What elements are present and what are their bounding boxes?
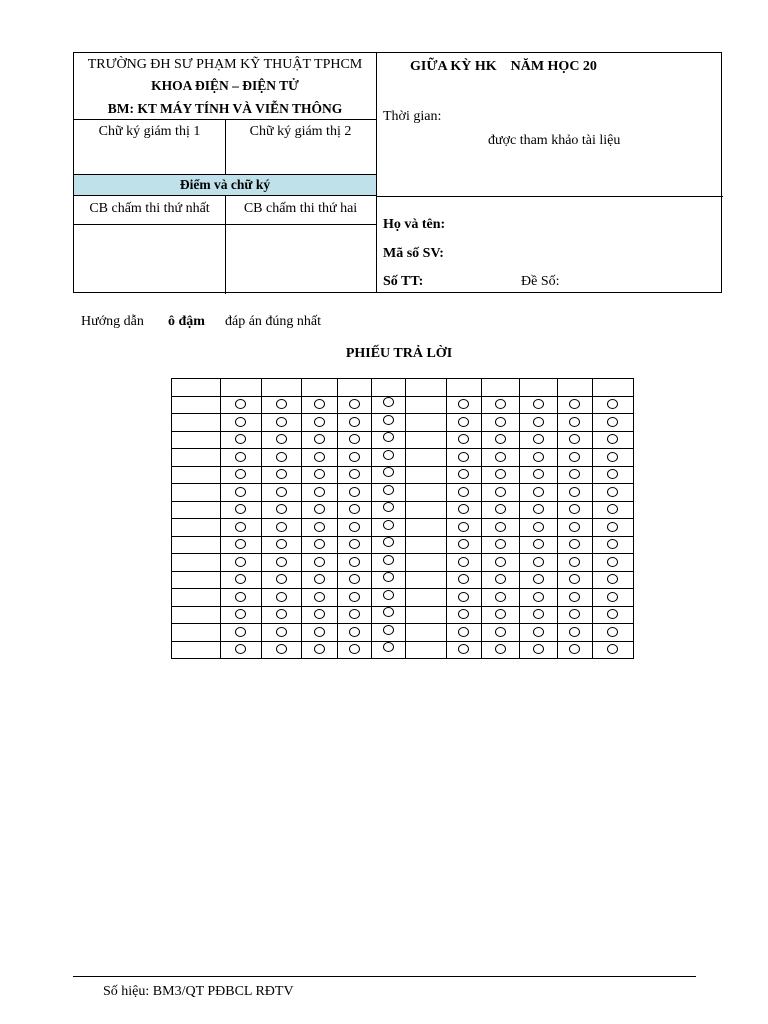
answer-bubble[interactable]: [458, 539, 469, 549]
answer-bubble[interactable]: [235, 434, 246, 444]
answer-bubble[interactable]: [533, 399, 544, 409]
answer-bubble[interactable]: [276, 452, 287, 462]
answer-bubble[interactable]: [235, 452, 246, 462]
answer-bubble[interactable]: [569, 609, 580, 619]
grid-row-line: [171, 518, 634, 519]
answer-bubble[interactable]: [349, 452, 360, 462]
grid-row-line: [171, 378, 634, 379]
seq-number-label: Số TT:: [383, 274, 424, 289]
answer-bubble[interactable]: [533, 417, 544, 427]
grid-col-line: [220, 378, 221, 659]
grid-row-line: [171, 448, 634, 449]
grid-row-line: [171, 536, 634, 537]
answer-bubble[interactable]: [569, 469, 580, 479]
answer-bubble[interactable]: [533, 469, 544, 479]
answer-bubble[interactable]: [495, 452, 506, 462]
answer-bubble[interactable]: [458, 417, 469, 427]
grid-col-line: [446, 378, 447, 659]
answer-bubble[interactable]: [349, 574, 360, 584]
exam-title-year: NĂM HỌC 20: [510, 59, 597, 74]
answer-bubble[interactable]: [569, 452, 580, 462]
answer-bubble[interactable]: [314, 574, 325, 584]
answer-bubble[interactable]: [533, 644, 544, 654]
answer-bubble[interactable]: [569, 504, 580, 514]
answer-bubble[interactable]: [495, 399, 506, 409]
grid-col-line: [405, 378, 406, 659]
answer-bubble[interactable]: [235, 487, 246, 497]
answer-bubble[interactable]: [607, 469, 618, 479]
answer-bubble[interactable]: [314, 627, 325, 637]
answer-bubble[interactable]: [533, 522, 544, 532]
answer-bubble[interactable]: [235, 627, 246, 637]
answer-bubble[interactable]: [276, 592, 287, 602]
answer-bubble[interactable]: [276, 627, 287, 637]
answer-bubble[interactable]: [383, 520, 394, 530]
answer-bubble[interactable]: [314, 557, 325, 567]
answer-bubble[interactable]: [235, 592, 246, 602]
answer-bubble[interactable]: [607, 592, 618, 602]
form-code: Số hiệu: BM3/QT PĐBCL RĐTV: [103, 984, 294, 999]
answer-bubble[interactable]: [276, 539, 287, 549]
answer-bubble[interactable]: [235, 644, 246, 654]
answer-bubble[interactable]: [495, 487, 506, 497]
answer-bubble[interactable]: [349, 522, 360, 532]
exam-code-label: Đề Số:: [521, 274, 560, 289]
answer-bubble[interactable]: [495, 504, 506, 514]
answer-bubble[interactable]: [383, 537, 394, 547]
answer-bubble[interactable]: [349, 644, 360, 654]
answer-bubble[interactable]: [235, 522, 246, 532]
grid-row-line: [171, 431, 634, 432]
answer-bubble[interactable]: [458, 644, 469, 654]
answer-bubble[interactable]: [314, 644, 325, 654]
answer-bubble[interactable]: [235, 417, 246, 427]
grid-col-line: [481, 378, 482, 659]
answer-bubble[interactable]: [314, 487, 325, 497]
score-signature-band: Điểm và chữ ký: [74, 174, 376, 196]
grid-row-line: [171, 501, 634, 502]
grid-col-line: [301, 378, 302, 659]
answer-bubble[interactable]: [276, 522, 287, 532]
grid-row-line: [171, 483, 634, 484]
grid-col-line: [633, 378, 634, 659]
answer-bubble[interactable]: [276, 469, 287, 479]
answer-bubble[interactable]: [607, 539, 618, 549]
answer-bubble[interactable]: [235, 504, 246, 514]
answer-bubble[interactable]: [458, 504, 469, 514]
answer-bubble[interactable]: [495, 644, 506, 654]
grid-col-line: [337, 378, 338, 659]
name-label: Họ và tên:: [383, 217, 446, 232]
answer-bubble[interactable]: [383, 502, 394, 512]
grid-row-line: [171, 396, 634, 397]
answer-bubble[interactable]: [569, 557, 580, 567]
answer-bubble[interactable]: [314, 417, 325, 427]
answer-bubble[interactable]: [458, 487, 469, 497]
answer-bubble[interactable]: [235, 574, 246, 584]
answer-bubble[interactable]: [495, 469, 506, 479]
answer-bubble[interactable]: [314, 539, 325, 549]
answer-bubble[interactable]: [458, 574, 469, 584]
answer-bubble[interactable]: [495, 522, 506, 532]
answer-bubble[interactable]: [349, 609, 360, 619]
grid-row-line: [171, 571, 634, 572]
grader-1-label: CB chấm thi thứ nhất: [89, 201, 210, 216]
answer-bubble[interactable]: [458, 557, 469, 567]
answer-bubble[interactable]: [383, 485, 394, 495]
answer-bubble[interactable]: [383, 572, 394, 582]
answer-bubble[interactable]: [383, 432, 394, 442]
answer-bubble[interactable]: [458, 627, 469, 637]
answer-bubble[interactable]: [569, 487, 580, 497]
reference-note: được tham khảo tài liệu: [488, 133, 621, 148]
answer-bubble[interactable]: [495, 417, 506, 427]
answer-bubble[interactable]: [383, 625, 394, 635]
answer-bubble[interactable]: [314, 452, 325, 462]
answer-bubble[interactable]: [276, 487, 287, 497]
guide-rest: đáp án đúng nhất: [225, 314, 322, 329]
answer-bubble[interactable]: [607, 417, 618, 427]
answer-bubble[interactable]: [569, 644, 580, 654]
answer-bubble[interactable]: [276, 417, 287, 427]
answer-bubble[interactable]: [495, 592, 506, 602]
answer-bubble[interactable]: [276, 504, 287, 514]
answer-bubble[interactable]: [569, 417, 580, 427]
answer-bubble[interactable]: [383, 467, 394, 477]
grid-col-line: [261, 378, 262, 659]
grader-2-label: CB chấm thi thứ hai: [243, 201, 358, 216]
answer-bubble[interactable]: [235, 469, 246, 479]
grid-row-line: [171, 588, 634, 589]
answer-bubble[interactable]: [458, 434, 469, 444]
answer-bubble[interactable]: [533, 539, 544, 549]
answer-bubble[interactable]: [607, 557, 618, 567]
answer-bubble[interactable]: [533, 592, 544, 602]
answer-bubble[interactable]: [349, 592, 360, 602]
answer-bubble[interactable]: [349, 557, 360, 567]
grid-col-line: [557, 378, 558, 659]
answer-bubble[interactable]: [607, 504, 618, 514]
answer-bubble[interactable]: [607, 609, 618, 619]
answer-bubble[interactable]: [383, 450, 394, 460]
answer-bubble[interactable]: [607, 434, 618, 444]
answer-bubble[interactable]: [314, 504, 325, 514]
answer-bubble[interactable]: [383, 590, 394, 600]
grid-row-line: [171, 553, 634, 554]
answer-bubble[interactable]: [276, 399, 287, 409]
answer-bubble[interactable]: [383, 415, 394, 425]
answer-bubble[interactable]: [349, 417, 360, 427]
answer-sheet-title: PHIẾU TRẢ LỜI: [345, 346, 453, 361]
department-name: BM: KT MÁY TÍNH VÀ VIỄN THÔNG: [107, 101, 343, 116]
answer-bubble[interactable]: [349, 487, 360, 497]
answer-bubble[interactable]: [314, 469, 325, 479]
answer-bubble[interactable]: [458, 609, 469, 619]
answer-bubble[interactable]: [314, 592, 325, 602]
answer-bubble[interactable]: [276, 434, 287, 444]
answer-bubble[interactable]: [349, 469, 360, 479]
answer-bubble[interactable]: [276, 609, 287, 619]
grid-col-line: [371, 378, 372, 659]
answer-bubble[interactable]: [314, 399, 325, 409]
answer-bubble[interactable]: [235, 539, 246, 549]
answer-bubble[interactable]: [314, 522, 325, 532]
answer-bubble[interactable]: [383, 397, 394, 407]
answer-bubble[interactable]: [349, 434, 360, 444]
grid-row-line: [171, 466, 634, 467]
answer-bubble[interactable]: [569, 592, 580, 602]
answer-bubble[interactable]: [495, 627, 506, 637]
faculty-name: KHOA ĐIỆN – ĐIỆN TỬ: [151, 78, 299, 93]
answer-bubble[interactable]: [458, 522, 469, 532]
answer-bubble[interactable]: [495, 434, 506, 444]
answer-bubble[interactable]: [349, 399, 360, 409]
answer-bubble[interactable]: [349, 504, 360, 514]
answer-bubble[interactable]: [276, 644, 287, 654]
answer-bubble[interactable]: [607, 644, 618, 654]
answer-bubble[interactable]: [569, 627, 580, 637]
grid-row-line: [171, 623, 634, 624]
answer-bubble[interactable]: [533, 487, 544, 497]
student-id-label: Mã số SV:: [383, 246, 444, 261]
answer-bubble[interactable]: [383, 607, 394, 617]
proctor-signature-1-label: Chữ ký giám thị 1: [98, 124, 201, 139]
answer-bubble[interactable]: [314, 609, 325, 619]
answer-bubble[interactable]: [495, 574, 506, 584]
footer-rule: [73, 976, 696, 977]
answer-bubble[interactable]: [569, 522, 580, 532]
grid-col-line: [171, 378, 172, 659]
answer-bubble[interactable]: [607, 399, 618, 409]
answer-bubble[interactable]: [607, 487, 618, 497]
answer-bubble[interactable]: [276, 557, 287, 567]
answer-bubble[interactable]: [569, 434, 580, 444]
answer-bubble[interactable]: [533, 504, 544, 514]
time-label: Thời gian:: [383, 109, 442, 124]
grid-row-line: [171, 606, 634, 607]
answer-bubble[interactable]: [276, 574, 287, 584]
answer-bubble[interactable]: [533, 609, 544, 619]
grid-row-line: [171, 658, 634, 659]
answer-bubble[interactable]: [607, 522, 618, 532]
answer-bubble[interactable]: [235, 609, 246, 619]
answer-bubble[interactable]: [533, 557, 544, 567]
guide-bold: ô đậm: [168, 314, 205, 329]
answer-bubble[interactable]: [607, 574, 618, 584]
school-name: TRƯỜNG ĐH SƯ PHẠM KỸ THUẬT TPHCM: [87, 57, 363, 72]
answer-bubble[interactable]: [533, 452, 544, 462]
grid-col-line: [519, 378, 520, 659]
answer-bubble[interactable]: [533, 574, 544, 584]
answer-bubble[interactable]: [235, 557, 246, 567]
answer-bubble[interactable]: [569, 574, 580, 584]
answer-bubble[interactable]: [458, 469, 469, 479]
answer-bubble[interactable]: [533, 434, 544, 444]
answer-bubble[interactable]: [607, 452, 618, 462]
grid-col-line: [592, 378, 593, 659]
answer-bubble[interactable]: [495, 609, 506, 619]
answer-bubble[interactable]: [495, 557, 506, 567]
answer-bubble[interactable]: [569, 399, 580, 409]
answer-bubble[interactable]: [495, 539, 506, 549]
answer-bubble[interactable]: [569, 539, 580, 549]
answer-bubble[interactable]: [349, 627, 360, 637]
answer-bubble[interactable]: [235, 399, 246, 409]
grid-row-line: [171, 413, 634, 414]
answer-bubble[interactable]: [314, 434, 325, 444]
proctor-signature-2-label: Chữ ký giám thị 2: [249, 124, 352, 139]
guide-label: Hướng dẫn: [81, 314, 144, 329]
exam-title-term: GIỮA KỲ HK: [410, 59, 497, 74]
answer-bubble[interactable]: [458, 399, 469, 409]
answer-bubble[interactable]: [458, 592, 469, 602]
answer-bubble[interactable]: [458, 452, 469, 462]
answer-bubble[interactable]: [383, 555, 394, 565]
answer-bubble[interactable]: [383, 642, 394, 652]
answer-bubble[interactable]: [607, 627, 618, 637]
answer-bubble[interactable]: [533, 627, 544, 637]
grid-row-line: [171, 641, 634, 642]
answer-bubble[interactable]: [349, 539, 360, 549]
